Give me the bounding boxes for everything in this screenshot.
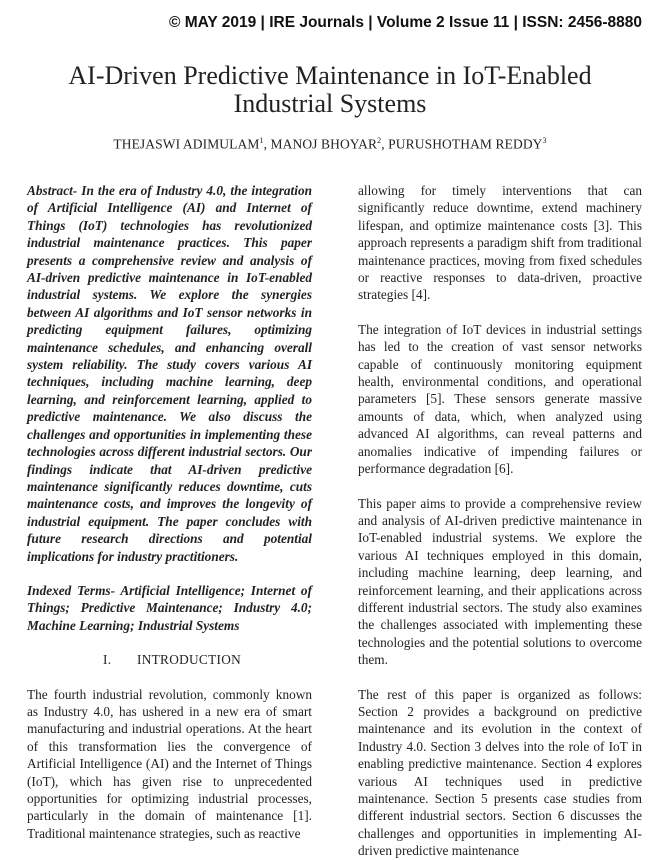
paper-title-line-2: Industrial Systems [233, 89, 427, 118]
section-number: I. [103, 652, 112, 668]
author-list: THEJASWI ADIMULAM$^1$, MANOJ BHOYAR$^2$, PURUSHOTHAM REDDY$^3$ [113, 136, 547, 152]
author-name: MANOJ BHOYAR [270, 136, 378, 152]
author-name: PURUSHOTHAM REDDY [388, 136, 543, 152]
author-affiliation-mark: 1 [259, 136, 264, 145]
intro-paragraph: The fourth industrial revolution, commonly known as Industry 4.0, has ushered in a new era of smart manufacturing and industrial operations. At the heart of this transformation lies the convergence of Artificial Intelligence (AI) and the Internet of Things (IoT), which has given rise to unprecedented opportunities for optimizing industrial processes, particularly in the domain of maintenance [1]. Traditional maintenance strategies, such as reactive [27, 686, 312, 841]
author-affiliation-mark: 3 [542, 136, 547, 145]
body-paragraph: This paper aims to provide a comprehensive review and analysis of AI-driven predictive maintenance in IoT-enabled industrial systems. We explore the various AI techniques employed in this domain, including machine learning, deep learning, and reinforcement learning, and their applications across different industrial sectors. The study also examines the challenges associated with implementing these technologies and the potential solutions to overcome them. [358, 495, 642, 668]
paper-title-line-1: AI-Driven Predictive Maintenance in IoT-Enabled [68, 61, 592, 90]
journal-citation-header: © MAY 2019 | IRE Journals | Volume 2 Issue 11 | ISSN: 2456-8880 [168, 14, 642, 31]
author-name: THEJASWI ADIMULAM [113, 136, 260, 152]
section-heading [27, 651, 312, 668]
author-affiliation-mark: 2 [377, 136, 382, 145]
right-column [358, 182, 642, 860]
paper-title [0, 62, 660, 118]
index-terms: Indexed Terms- Artificial Intelligence; Internet of Things; Predictive Maintenance; Industry 4.0; Machine Learning; Industrial Systems [27, 582, 312, 633]
abstract: Abstract- In the era of Industry 4.0, the integration of Artificial Intelligence (AI) and Internet of Things (IoT) technologies has revolutionized industrial maintenance practices. This paper presents a comprehensive review and analysis of AI-driven predictive maintenance in IoT-enabled industrial systems. We explore the synergies between AI algorithms and IoT sensor networks in predicting equipment failures, optimizing maintenance schedules, and enhancing overall system reliability. The study covers various AI techniques, including machine learning, deep learning, and reinforcement learning, applied to predictive maintenance. We also discuss the challenges and opportunities in implementing these technologies across different industrial sectors. Our findings indicate that AI-driven predictive maintenance significantly reduces downtime, cuts maintenance costs, and improves the longevity of industrial equipment. The paper concludes with future research directions and potential implications for industry practitioners. [27, 183, 312, 564]
left-column [27, 182, 312, 842]
section-title: INTRODUCTION [137, 652, 242, 668]
body-paragraph: allowing for timely interventions that can significantly reduce downtime, extend machinery lifespan, and optimize maintenance costs [3]. This approach represents a paradigm shift from traditional maintenance practices, moving from fixed schedules or reactive responses to data-driven, proactive strategies [4]. [358, 183, 642, 303]
body-paragraph: The integration of IoT devices in industrial settings has led to the creation of vast sensor networks capable of continuously monitoring equipment health, environmental conditions, and operational parameters [5]. These sensors generate massive amounts of data, which, when analyzed using advanced AI algorithms, can reveal patterns and anomalies indicative of impending failures or performance degradation [6]. [358, 321, 642, 477]
body-paragraph: The rest of this paper is organized as follows: Section 2 provides a background on predictive maintenance and its evolution in the context of Industry 4.0. Section 3 delves into the role of IoT in enabling predictive maintenance. Section 4 explores various AI techniques used in predictive maintenance. Section 5 presents case studies from different industrial sectors. Section 6 discusses the challenges and opportunities in implementing AI-driven predictive maintenance [358, 686, 642, 859]
